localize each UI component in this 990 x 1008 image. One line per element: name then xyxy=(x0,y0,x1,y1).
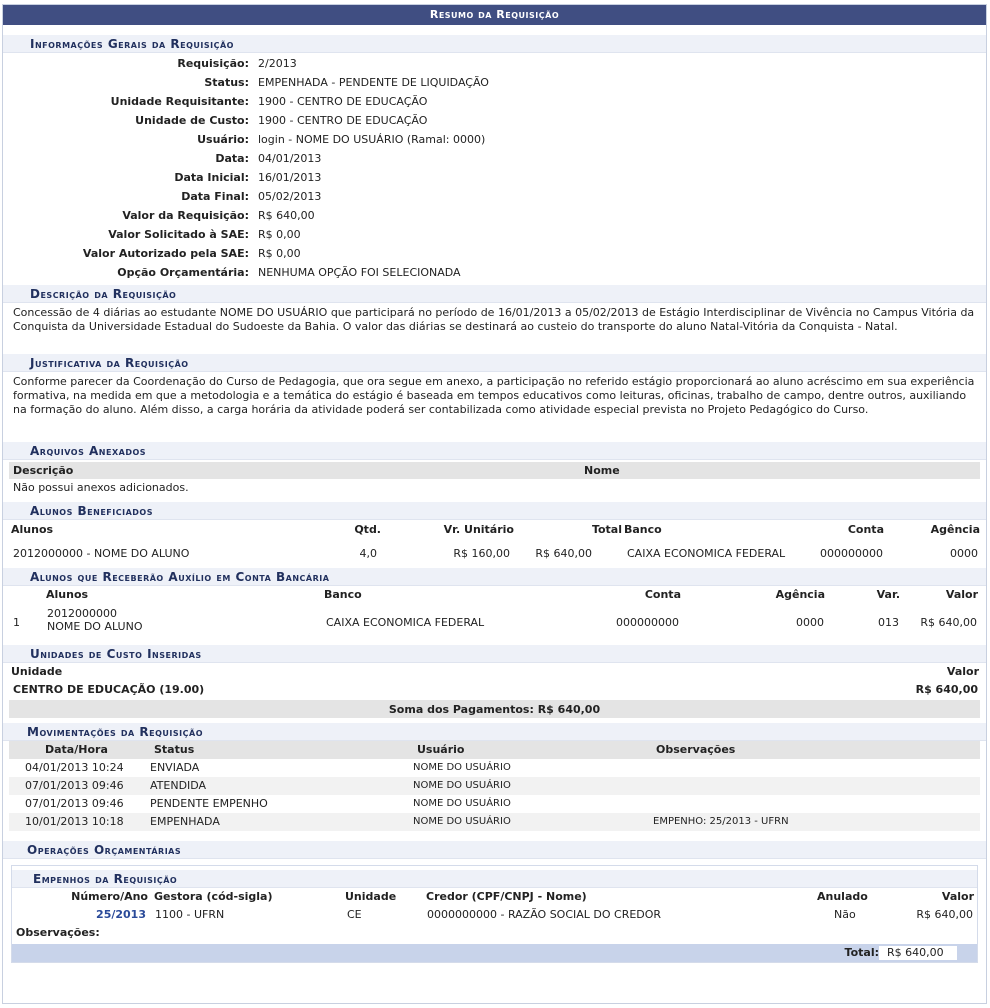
empenhos-total-bar xyxy=(12,944,977,962)
section-beneficiados-title: Alunos Beneficiados xyxy=(3,502,986,520)
col-descricao: Descrição xyxy=(13,464,74,477)
info-fields xyxy=(3,53,986,282)
beneficiado-conta: 000000000 xyxy=(820,547,883,560)
mov-observacoes: EMPENHO: 25/2013 - UFRN xyxy=(653,816,789,827)
info-field-row xyxy=(3,73,986,92)
empenho-numero-link[interactable]: 25/2013 xyxy=(96,908,146,921)
unidade-row xyxy=(3,681,986,699)
empenho-unidade: CE xyxy=(347,908,362,921)
col-unidade-emp: Unidade xyxy=(345,890,397,903)
movimentacao-row xyxy=(9,759,980,777)
movimentacao-row xyxy=(9,813,980,831)
mov-data-hora: 07/01/2013 09:46 xyxy=(25,779,124,792)
info-field-row xyxy=(3,225,986,244)
info-field-value: 1900 - CENTRO DE EDUCAÇÃO xyxy=(258,114,428,127)
info-field-row xyxy=(3,244,986,263)
col-aux-alunos: Alunos xyxy=(46,588,89,601)
info-field-row xyxy=(3,54,986,73)
descricao-text: Concessão de 4 diárias ao estudante NOME DO USUÁRIO que participará no período de 16/01/2013 a 05/02/2013 de Estágio Interdisciplinar de Vivência no Campus Vitória da Conquista da Universidade Estadual do Sudoeste da Bahia. O valor das diárias se destinará ao custeio do transporte do aluno Natal-Vitória da Conquista - Natal. xyxy=(13,306,975,333)
info-field-label: Unidade Requisitante: xyxy=(110,95,249,108)
beneficiado-agencia: 0000 xyxy=(950,547,978,560)
info-field-label: Data: xyxy=(215,152,249,165)
unidades-header xyxy=(3,663,986,681)
info-field-value: 05/02/2013 xyxy=(258,190,322,203)
info-field-value: 04/01/2013 xyxy=(258,152,322,165)
observacoes-label: Observações: xyxy=(16,926,100,939)
info-field-row xyxy=(3,187,986,206)
info-field-row xyxy=(3,263,986,282)
section-arquivos-title: Arquivos Anexados xyxy=(3,442,986,460)
aux-matricula: 2012000000 xyxy=(47,607,117,620)
info-field-value: NENHUMA OPÇÃO FOI SELECIONADA xyxy=(258,266,461,279)
info-field-label: Requisição: xyxy=(177,57,249,70)
auxilio-row xyxy=(3,604,986,642)
section-operacoes-title: Operações Orçamentárias xyxy=(3,841,986,859)
mov-usuario: NOME DO USUÁRIO xyxy=(413,762,511,773)
col-agencia: Agência xyxy=(930,523,980,536)
info-field-value: R$ 0,00 xyxy=(258,228,301,241)
mov-status: EMPENHADA xyxy=(150,815,220,828)
col-aux-valor: Valor xyxy=(945,588,978,601)
info-field-label: Unidade de Custo: xyxy=(135,114,249,127)
beneficiado-vr-unitario: R$ 160,00 xyxy=(453,547,510,560)
col-conta: Conta xyxy=(847,523,884,536)
beneficiado-banco: CAIXA ECONOMICA FEDERAL xyxy=(627,547,786,560)
col-unidade-valor: Valor xyxy=(946,665,979,678)
col-unidade: Unidade xyxy=(11,665,63,678)
info-field-value: 2/2013 xyxy=(258,57,297,70)
info-field-value: login - NOME DO USUÁRIO (Ramal: 0000) xyxy=(258,133,486,146)
mov-usuario: NOME DO USUÁRIO xyxy=(413,798,511,809)
arquivos-header xyxy=(9,462,980,479)
empenhos-header xyxy=(12,888,977,906)
beneficiado-qtd: 4,0 xyxy=(359,547,377,560)
col-mov-observacoes: Observações xyxy=(656,743,736,756)
empenhos-box xyxy=(11,865,978,963)
section-unidades-title: Unidades de Custo Inseridas xyxy=(3,645,986,663)
info-field-row xyxy=(3,130,986,149)
section-info-title: Informações Gerais da Requisição xyxy=(3,35,986,53)
aux-nome: NOME DO ALUNO xyxy=(47,620,143,633)
info-field-row xyxy=(3,111,986,130)
col-anulado: Anulado xyxy=(817,890,868,903)
info-field-row xyxy=(3,149,986,168)
total-value: R$ 640,00 xyxy=(879,946,957,960)
aux-var: 013 xyxy=(878,616,899,629)
beneficiado-aluno: 2012000000 - NOME DO ALUNO xyxy=(13,547,190,560)
info-field-value: 16/01/2013 xyxy=(258,171,322,184)
section-movimentacoes-title: Movimentações da Requisição xyxy=(3,723,986,741)
col-gestora: Gestora (cód-sigla) xyxy=(154,890,273,903)
empenho-valor: R$ 640,00 xyxy=(916,908,973,921)
info-field-label: Valor Solicitado à SAE: xyxy=(108,228,249,241)
col-emp-valor: Valor xyxy=(941,890,974,903)
section-justificativa-title: Justificativa da Requisição xyxy=(3,354,986,372)
movimentacao-row xyxy=(9,795,980,813)
auxilio-header xyxy=(3,586,986,604)
col-numero-ano: Número/Ano xyxy=(71,890,148,903)
col-credor: Credor (CPF/CNPJ - Nome) xyxy=(426,890,587,903)
aux-conta: 000000000 xyxy=(616,616,679,629)
movimentacao-row xyxy=(9,777,980,795)
col-banco: Banco xyxy=(624,523,662,536)
aux-agencia: 0000 xyxy=(796,616,824,629)
col-mov-usuario: Usuário xyxy=(417,743,465,756)
info-field-row xyxy=(3,168,986,187)
info-field-value: R$ 640,00 xyxy=(258,209,315,222)
mov-data-hora: 07/01/2013 09:46 xyxy=(25,797,124,810)
aux-banco: CAIXA ECONOMICA FEDERAL xyxy=(326,616,485,629)
arquivos-empty-text: Não possui anexos adicionados. xyxy=(13,481,189,494)
col-aux-agencia: Agência xyxy=(775,588,825,601)
empenho-row xyxy=(12,906,977,924)
info-field-label: Data Inicial: xyxy=(174,171,249,184)
col-total: Total xyxy=(591,523,622,536)
page-title: Resumo da Requisição xyxy=(3,5,986,25)
info-field-value: R$ 0,00 xyxy=(258,247,301,260)
empenho-gestora: 1100 - UFRN xyxy=(155,908,225,921)
info-field-label: Usuário: xyxy=(197,133,249,146)
info-field-label: Valor Autorizado pela SAE: xyxy=(82,247,249,260)
movimentacoes-rows xyxy=(9,759,980,831)
beneficiado-row xyxy=(3,539,986,565)
col-aux-conta: Conta xyxy=(644,588,681,601)
movimentacoes-header xyxy=(9,741,980,759)
empenho-anulado: Não xyxy=(834,908,856,921)
empenho-credor: 0000000000 - RAZÃO SOCIAL DO CREDOR xyxy=(427,908,662,921)
mov-status: ENVIADA xyxy=(150,761,200,774)
col-aux-var: Var. xyxy=(876,588,900,601)
aux-valor: R$ 640,00 xyxy=(920,616,977,629)
aux-num: 1 xyxy=(13,616,20,629)
resumo-panel xyxy=(2,4,987,1004)
col-nome: Nome xyxy=(584,464,620,477)
total-label: Total: xyxy=(844,946,879,959)
col-qtd: Qtd. xyxy=(354,523,381,536)
unidade-valor: R$ 640,00 xyxy=(915,683,978,696)
mov-usuario: NOME DO USUÁRIO xyxy=(413,816,511,827)
info-field-label: Opção Orçamentária: xyxy=(117,266,249,279)
beneficiados-header xyxy=(3,520,986,539)
info-field-value: 1900 - CENTRO DE EDUCAÇÃO xyxy=(258,95,428,108)
info-field-value: EMPENHADA - PENDENTE DE LIQUIDAÇÃO xyxy=(258,76,489,89)
soma-pagamentos: Soma dos Pagamentos: R$ 640,00 xyxy=(9,700,980,718)
col-data-hora: Data/Hora xyxy=(45,743,108,756)
section-auxilio-title: Alunos que Receberão Auxílio em Conta Bancária xyxy=(3,568,986,586)
justificativa-text: Conforme parecer da Coordenação do Curso de Pedagogia, que ora segue em anexo, a participação no referido estágio proporcionará ao aluno acréscimo em sua experiência formativa, na medida em que a metodologia e a temática do estágio é baseada em tempos educativos como leituras, oficinas, trabalho de campo, dentre outros, auxiliando na formação do aluno. Além disso, a carga horária da atividade poderá ser contabilizada como atividade especial prevista no Projeto Pedagógico do Curso. xyxy=(13,375,975,416)
col-mov-status: Status xyxy=(154,743,195,756)
col-vr-unitario: Vr. Unitário xyxy=(443,523,514,536)
info-field-label: Data Final: xyxy=(181,190,249,203)
col-aux-banco: Banco xyxy=(324,588,362,601)
info-field-label: Status: xyxy=(204,76,249,89)
mov-usuario: NOME DO USUÁRIO xyxy=(413,780,511,791)
info-field-row xyxy=(3,92,986,111)
mov-data-hora: 04/01/2013 10:24 xyxy=(25,761,124,774)
unidade-nome: CENTRO DE EDUCAÇÃO (19.00) xyxy=(13,683,205,696)
arquivos-empty xyxy=(9,479,980,497)
empenhos-title: Empenhos da Requisição xyxy=(12,870,977,888)
empenho-observacoes xyxy=(12,924,977,942)
section-descricao-title: Descrição da Requisição xyxy=(3,285,986,303)
info-field-row xyxy=(3,206,986,225)
mov-data-hora: 10/01/2013 10:18 xyxy=(25,815,124,828)
col-alunos: Alunos xyxy=(11,523,54,536)
mov-status: PENDENTE EMPENHO xyxy=(150,797,268,810)
info-field-label: Valor da Requisição: xyxy=(122,209,249,222)
mov-status: ATENDIDA xyxy=(150,779,207,792)
beneficiado-total: R$ 640,00 xyxy=(535,547,592,560)
